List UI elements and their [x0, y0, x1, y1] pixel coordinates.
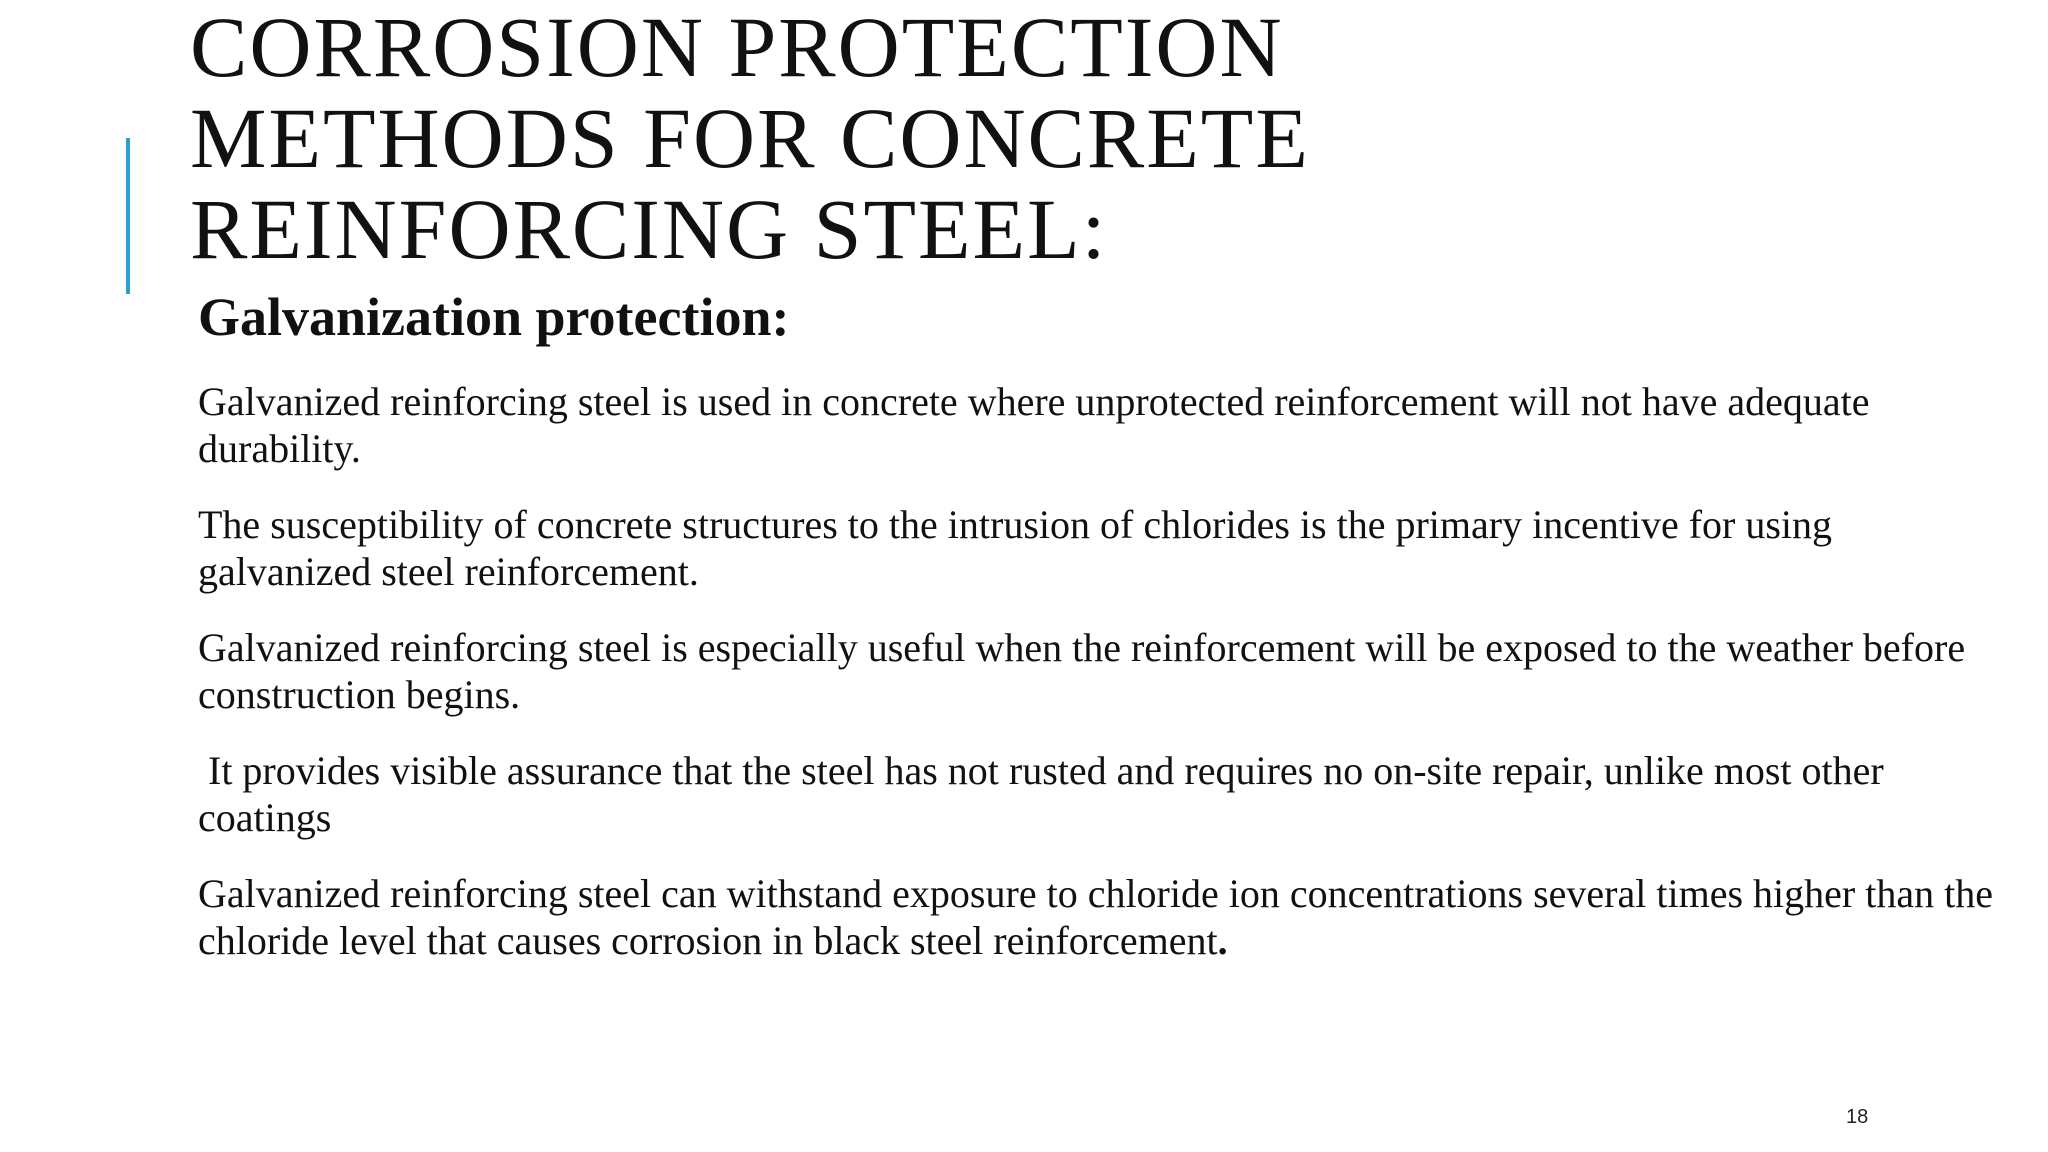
body-paragraph-5: [198, 870, 1998, 964]
body-paragraph-2: The susceptibility of concrete structures to the intrusion of chlorides is the primary incentive for using galvanized steel reinforcement.: [198, 502, 1833, 594]
body-paragraph-4-text: It provides visible assurance that the steel has not rusted and requires no on-site repair, unlike most other coatings: [198, 748, 1894, 840]
slide-title: [190, 2, 1890, 275]
section-subtitle: Galvanization protection:: [198, 287, 790, 347]
page-number: 18: [1846, 1106, 1869, 1128]
title-line-1: CORROSION PROTECTION: [190, 0, 1284, 95]
slide-body: [198, 282, 1998, 993]
title-line-2: METHODS FOR CONCRETE: [190, 90, 1310, 186]
title-line-3: REINFORCING STEEL:: [190, 181, 1108, 277]
body-paragraph-5-text: Galvanized reinforcing steel can withstand exposure to chloride ion concentrations several times higher than the chloride level that causes corrosion in black steel reinforcement: [198, 871, 1993, 963]
body-paragraph-4: [198, 747, 1998, 841]
body-paragraph-3: Galvanized reinforcing steel is especially useful when the reinforcement will be exposed to the weather before construction begins.: [198, 625, 1966, 717]
body-paragraph-1: Galvanized reinforcing steel is used in concrete where unprotected reinforcement will not have adequate durability.: [198, 379, 1870, 471]
final-period: .: [1217, 918, 1228, 963]
title-accent-bar: [126, 138, 130, 294]
